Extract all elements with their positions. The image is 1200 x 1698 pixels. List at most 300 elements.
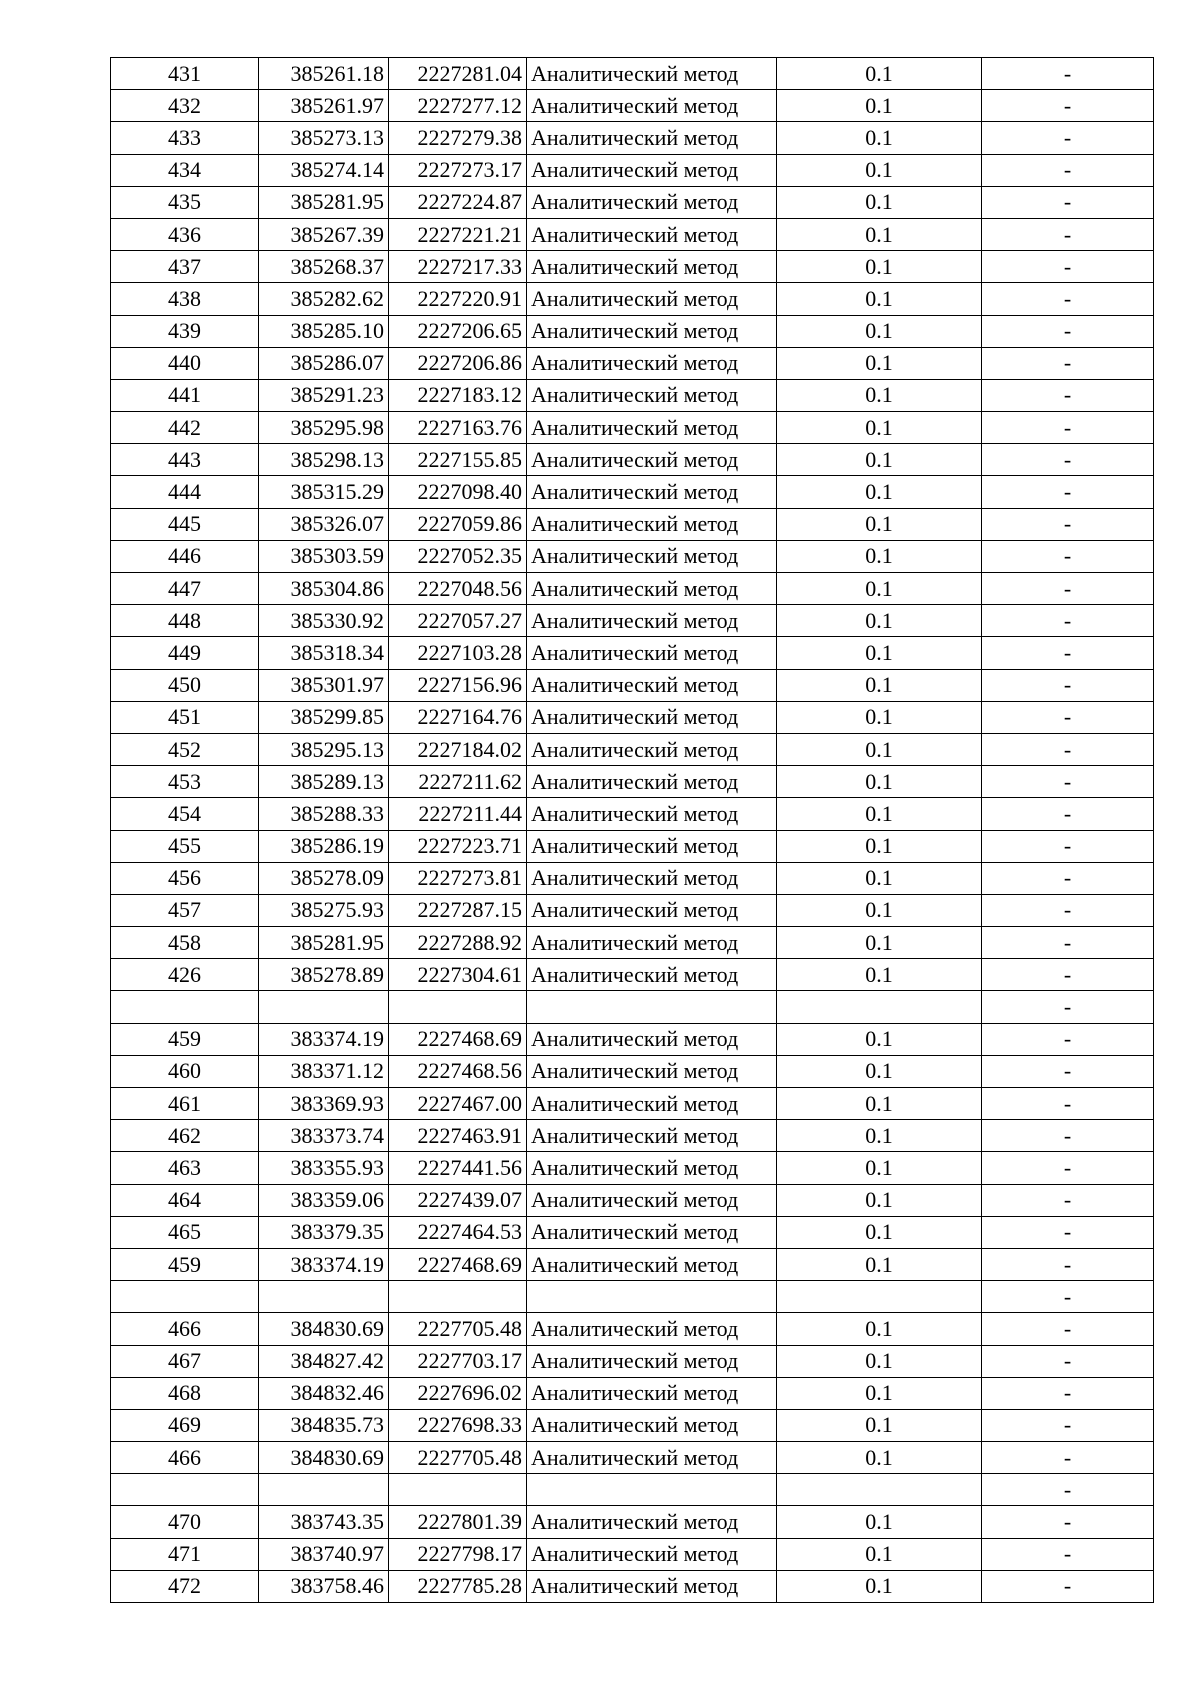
table-row (111, 379, 1154, 411)
point-number-cell: 437 (111, 251, 259, 283)
note-cell: - (982, 573, 1154, 605)
y-coordinate-cell: 2227224.87 (389, 186, 527, 218)
point-number-cell: 453 (111, 766, 259, 798)
method-cell: Аналитический метод (527, 1377, 777, 1409)
method-cell: Аналитический метод (527, 669, 777, 701)
table-row (111, 1055, 1154, 1087)
point-number-cell (111, 1474, 259, 1506)
note-cell: - (982, 58, 1154, 90)
note-cell: - (982, 379, 1154, 411)
point-number-cell: 451 (111, 701, 259, 733)
note-cell: - (982, 186, 1154, 218)
table-row (111, 1506, 1154, 1538)
note-cell: - (982, 251, 1154, 283)
table-row (111, 1474, 1154, 1506)
note-cell: - (982, 959, 1154, 991)
table-row (111, 186, 1154, 218)
method-cell: Аналитический метод (527, 58, 777, 90)
point-number-cell: 426 (111, 959, 259, 991)
x-coordinate-cell: 384830.69 (259, 1313, 389, 1345)
x-coordinate-cell: 385267.39 (259, 218, 389, 250)
accuracy-cell: 0.1 (777, 540, 982, 572)
method-cell: Аналитический метод (527, 733, 777, 765)
y-coordinate-cell: 2227798.17 (389, 1538, 527, 1570)
y-coordinate-cell: 2227059.86 (389, 508, 527, 540)
table-row (111, 444, 1154, 476)
note-cell: - (982, 90, 1154, 122)
y-coordinate-cell: 2227273.81 (389, 862, 527, 894)
accuracy-cell: 0.1 (777, 830, 982, 862)
y-coordinate-cell: 2227155.85 (389, 444, 527, 476)
point-number-cell: 441 (111, 379, 259, 411)
note-cell: - (982, 1184, 1154, 1216)
y-coordinate-cell: 2227441.56 (389, 1152, 527, 1184)
method-cell: Аналитический метод (527, 1055, 777, 1087)
note-cell: - (982, 122, 1154, 154)
method-cell: Аналитический метод (527, 605, 777, 637)
method-cell: Аналитический метод (527, 186, 777, 218)
method-cell: Аналитический метод (527, 251, 777, 283)
x-coordinate-cell: 385281.95 (259, 927, 389, 959)
x-coordinate-cell: 385285.10 (259, 315, 389, 347)
accuracy-cell: 0.1 (777, 1377, 982, 1409)
point-number-cell: 461 (111, 1088, 259, 1120)
point-number-cell: 449 (111, 637, 259, 669)
note-cell: - (982, 862, 1154, 894)
note-cell: - (982, 283, 1154, 315)
table-row (111, 1023, 1154, 1055)
method-cell: Аналитический метод (527, 283, 777, 315)
point-number-cell: 450 (111, 669, 259, 701)
table-row (111, 218, 1154, 250)
table-row (111, 1442, 1154, 1474)
note-cell: - (982, 1313, 1154, 1345)
method-cell: Аналитический метод (527, 1345, 777, 1377)
note-cell: - (982, 444, 1154, 476)
x-coordinate-cell: 383373.74 (259, 1120, 389, 1152)
x-coordinate-cell: 385286.07 (259, 347, 389, 379)
note-cell: - (982, 701, 1154, 733)
x-coordinate-cell: 385278.09 (259, 862, 389, 894)
method-cell: Аналитический метод (527, 218, 777, 250)
table-row (111, 669, 1154, 701)
table-row (111, 1152, 1154, 1184)
note-cell: - (982, 540, 1154, 572)
y-coordinate-cell: 2227052.35 (389, 540, 527, 572)
table-row (111, 1345, 1154, 1377)
x-coordinate-cell: 383355.93 (259, 1152, 389, 1184)
method-cell: Аналитический метод (527, 1409, 777, 1441)
point-number-cell: 433 (111, 122, 259, 154)
table-row (111, 58, 1154, 90)
table-row (111, 476, 1154, 508)
note-cell: - (982, 766, 1154, 798)
note-cell: - (982, 1570, 1154, 1602)
note-cell: - (982, 1345, 1154, 1377)
table-row (111, 1570, 1154, 1602)
method-cell: Аналитический метод (527, 1506, 777, 1538)
y-coordinate-cell: 2227801.39 (389, 1506, 527, 1538)
x-coordinate-cell: 385315.29 (259, 476, 389, 508)
x-coordinate-cell (259, 1474, 389, 1506)
y-coordinate-cell: 2227785.28 (389, 1570, 527, 1602)
y-coordinate-cell: 2227439.07 (389, 1184, 527, 1216)
y-coordinate-cell (389, 1474, 527, 1506)
point-number-cell: 458 (111, 927, 259, 959)
point-number-cell: 434 (111, 154, 259, 186)
point-number-cell: 459 (111, 1248, 259, 1280)
coordinates-table-body (111, 58, 1154, 1603)
method-cell: Аналитический метод (527, 122, 777, 154)
point-number-cell: 457 (111, 894, 259, 926)
accuracy-cell: 0.1 (777, 1248, 982, 1280)
accuracy-cell: 0.1 (777, 766, 982, 798)
x-coordinate-cell: 385299.85 (259, 701, 389, 733)
table-row (111, 1248, 1154, 1280)
y-coordinate-cell (389, 991, 527, 1023)
y-coordinate-cell: 2227183.12 (389, 379, 527, 411)
point-number-cell (111, 1281, 259, 1313)
accuracy-cell: 0.1 (777, 1088, 982, 1120)
table-row (111, 154, 1154, 186)
y-coordinate-cell: 2227184.02 (389, 733, 527, 765)
note-cell: - (982, 1088, 1154, 1120)
point-number-cell: 446 (111, 540, 259, 572)
y-coordinate-cell: 2227698.33 (389, 1409, 527, 1441)
y-coordinate-cell: 2227217.33 (389, 251, 527, 283)
note-cell: - (982, 508, 1154, 540)
accuracy-cell: 0.1 (777, 1409, 982, 1441)
y-coordinate-cell: 2227163.76 (389, 412, 527, 444)
point-number-cell: 448 (111, 605, 259, 637)
accuracy-cell: 0.1 (777, 412, 982, 444)
method-cell (527, 1281, 777, 1313)
accuracy-cell: 0.1 (777, 1184, 982, 1216)
y-coordinate-cell: 2227273.17 (389, 154, 527, 186)
table-row (111, 830, 1154, 862)
y-coordinate-cell: 2227468.56 (389, 1055, 527, 1087)
accuracy-cell: 0.1 (777, 58, 982, 90)
y-coordinate-cell: 2227705.48 (389, 1442, 527, 1474)
x-coordinate-cell: 385261.18 (259, 58, 389, 90)
y-coordinate-cell: 2227705.48 (389, 1313, 527, 1345)
accuracy-cell: 0.1 (777, 669, 982, 701)
accuracy-cell: 0.1 (777, 1216, 982, 1248)
accuracy-cell: 0.1 (777, 1345, 982, 1377)
point-number-cell: 472 (111, 1570, 259, 1602)
note-cell: - (982, 1538, 1154, 1570)
accuracy-cell: 0.1 (777, 218, 982, 250)
table-row (111, 573, 1154, 605)
x-coordinate-cell: 383379.35 (259, 1216, 389, 1248)
x-coordinate-cell: 385281.95 (259, 186, 389, 218)
y-coordinate-cell: 2227468.69 (389, 1023, 527, 1055)
method-cell: Аналитический метод (527, 1184, 777, 1216)
point-number-cell: 436 (111, 218, 259, 250)
accuracy-cell: 0.1 (777, 637, 982, 669)
x-coordinate-cell: 385288.33 (259, 798, 389, 830)
note-cell: - (982, 154, 1154, 186)
point-number-cell (111, 991, 259, 1023)
table-row (111, 637, 1154, 669)
y-coordinate-cell: 2227304.61 (389, 959, 527, 991)
note-cell: - (982, 927, 1154, 959)
point-number-cell: 467 (111, 1345, 259, 1377)
y-coordinate-cell: 2227279.38 (389, 122, 527, 154)
accuracy-cell: 0.1 (777, 122, 982, 154)
note-cell: - (982, 315, 1154, 347)
x-coordinate-cell (259, 991, 389, 1023)
y-coordinate-cell: 2227468.69 (389, 1248, 527, 1280)
x-coordinate-cell: 383758.46 (259, 1570, 389, 1602)
method-cell: Аналитический метод (527, 1442, 777, 1474)
y-coordinate-cell: 2227467.00 (389, 1088, 527, 1120)
method-cell (527, 1474, 777, 1506)
table-row (111, 959, 1154, 991)
x-coordinate-cell: 385268.37 (259, 251, 389, 283)
accuracy-cell (777, 1281, 982, 1313)
table-row (111, 733, 1154, 765)
point-number-cell: 470 (111, 1506, 259, 1538)
x-coordinate-cell (259, 1281, 389, 1313)
y-coordinate-cell: 2227156.96 (389, 669, 527, 701)
y-coordinate-cell: 2227220.91 (389, 283, 527, 315)
coordinates-table (110, 57, 1154, 1603)
note-cell: - (982, 1248, 1154, 1280)
accuracy-cell: 0.1 (777, 283, 982, 315)
table-row (111, 1120, 1154, 1152)
table-row (111, 798, 1154, 830)
method-cell: Аналитический метод (527, 894, 777, 926)
method-cell: Аналитический метод (527, 862, 777, 894)
accuracy-cell: 0.1 (777, 1120, 982, 1152)
table-row (111, 1281, 1154, 1313)
method-cell: Аналитический метод (527, 701, 777, 733)
accuracy-cell: 0.1 (777, 1023, 982, 1055)
point-number-cell: 466 (111, 1442, 259, 1474)
point-number-cell: 432 (111, 90, 259, 122)
x-coordinate-cell: 385301.97 (259, 669, 389, 701)
note-cell: - (982, 637, 1154, 669)
point-number-cell: 443 (111, 444, 259, 476)
table-row (111, 862, 1154, 894)
table-row (111, 251, 1154, 283)
method-cell: Аналитический метод (527, 1088, 777, 1120)
x-coordinate-cell: 385286.19 (259, 830, 389, 862)
table-row (111, 1538, 1154, 1570)
accuracy-cell: 0.1 (777, 1570, 982, 1602)
note-cell: - (982, 1023, 1154, 1055)
note-cell: - (982, 605, 1154, 637)
method-cell: Аналитический метод (527, 1570, 777, 1602)
table-row (111, 122, 1154, 154)
point-number-cell: 431 (111, 58, 259, 90)
x-coordinate-cell: 384827.42 (259, 1345, 389, 1377)
method-cell: Аналитический метод (527, 315, 777, 347)
note-cell: - (982, 991, 1154, 1023)
accuracy-cell: 0.1 (777, 733, 982, 765)
table-row (111, 605, 1154, 637)
table-row (111, 1313, 1154, 1345)
y-coordinate-cell: 2227211.62 (389, 766, 527, 798)
point-number-cell: 445 (111, 508, 259, 540)
method-cell: Аналитический метод (527, 1313, 777, 1345)
point-number-cell: 456 (111, 862, 259, 894)
method-cell: Аналитический метод (527, 959, 777, 991)
point-number-cell: 454 (111, 798, 259, 830)
y-coordinate-cell: 2227223.71 (389, 830, 527, 862)
note-cell: - (982, 733, 1154, 765)
table-row (111, 315, 1154, 347)
x-coordinate-cell: 384830.69 (259, 1442, 389, 1474)
y-coordinate-cell: 2227696.02 (389, 1377, 527, 1409)
point-number-cell: 465 (111, 1216, 259, 1248)
x-coordinate-cell: 385304.86 (259, 573, 389, 605)
method-cell: Аналитический метод (527, 379, 777, 411)
table-row (111, 412, 1154, 444)
x-coordinate-cell: 383369.93 (259, 1088, 389, 1120)
y-coordinate-cell: 2227206.86 (389, 347, 527, 379)
x-coordinate-cell: 385295.98 (259, 412, 389, 444)
table-row (111, 1377, 1154, 1409)
x-coordinate-cell: 385261.97 (259, 90, 389, 122)
accuracy-cell: 0.1 (777, 927, 982, 959)
table-row (111, 1088, 1154, 1120)
accuracy-cell (777, 991, 982, 1023)
accuracy-cell: 0.1 (777, 798, 982, 830)
point-number-cell: 435 (111, 186, 259, 218)
method-cell: Аналитический метод (527, 766, 777, 798)
note-cell: - (982, 1055, 1154, 1087)
accuracy-cell: 0.1 (777, 862, 982, 894)
accuracy-cell: 0.1 (777, 508, 982, 540)
table-row (111, 991, 1154, 1023)
note-cell: - (982, 830, 1154, 862)
method-cell: Аналитический метод (527, 444, 777, 476)
table-row (111, 540, 1154, 572)
x-coordinate-cell: 385330.92 (259, 605, 389, 637)
table-row (111, 1184, 1154, 1216)
method-cell: Аналитический метод (527, 1152, 777, 1184)
y-coordinate-cell: 2227464.53 (389, 1216, 527, 1248)
accuracy-cell: 0.1 (777, 701, 982, 733)
note-cell: - (982, 1377, 1154, 1409)
x-coordinate-cell: 384832.46 (259, 1377, 389, 1409)
note-cell: - (982, 894, 1154, 926)
method-cell: Аналитический метод (527, 154, 777, 186)
accuracy-cell: 0.1 (777, 476, 982, 508)
y-coordinate-cell: 2227288.92 (389, 927, 527, 959)
accuracy-cell: 0.1 (777, 251, 982, 283)
note-cell: - (982, 1506, 1154, 1538)
method-cell: Аналитический метод (527, 1216, 777, 1248)
x-coordinate-cell: 385278.89 (259, 959, 389, 991)
point-number-cell: 452 (111, 733, 259, 765)
y-coordinate-cell: 2227221.21 (389, 218, 527, 250)
method-cell: Аналитический метод (527, 1248, 777, 1280)
accuracy-cell: 0.1 (777, 1152, 982, 1184)
method-cell: Аналитический метод (527, 347, 777, 379)
point-number-cell: 455 (111, 830, 259, 862)
y-coordinate-cell: 2227206.65 (389, 315, 527, 347)
table-row (111, 347, 1154, 379)
point-number-cell: 466 (111, 1313, 259, 1345)
y-coordinate-cell: 2227281.04 (389, 58, 527, 90)
x-coordinate-cell: 385303.59 (259, 540, 389, 572)
table-row (111, 701, 1154, 733)
note-cell: - (982, 1442, 1154, 1474)
x-coordinate-cell: 385275.93 (259, 894, 389, 926)
y-coordinate-cell: 2227164.76 (389, 701, 527, 733)
y-coordinate-cell: 2227211.44 (389, 798, 527, 830)
note-cell: - (982, 1120, 1154, 1152)
point-number-cell: 438 (111, 283, 259, 315)
y-coordinate-cell: 2227463.91 (389, 1120, 527, 1152)
point-number-cell: 444 (111, 476, 259, 508)
note-cell: - (982, 347, 1154, 379)
table-row (111, 927, 1154, 959)
y-coordinate-cell: 2227277.12 (389, 90, 527, 122)
x-coordinate-cell: 385282.62 (259, 283, 389, 315)
y-coordinate-cell: 2227048.56 (389, 573, 527, 605)
y-coordinate-cell: 2227098.40 (389, 476, 527, 508)
method-cell: Аналитический метод (527, 573, 777, 605)
method-cell (527, 991, 777, 1023)
note-cell: - (982, 218, 1154, 250)
point-number-cell: 440 (111, 347, 259, 379)
note-cell: - (982, 1152, 1154, 1184)
accuracy-cell: 0.1 (777, 154, 982, 186)
accuracy-cell: 0.1 (777, 90, 982, 122)
y-coordinate-cell: 2227703.17 (389, 1345, 527, 1377)
note-cell: - (982, 1216, 1154, 1248)
method-cell: Аналитический метод (527, 508, 777, 540)
point-number-cell: 442 (111, 412, 259, 444)
x-coordinate-cell: 383374.19 (259, 1023, 389, 1055)
table-row (111, 766, 1154, 798)
point-number-cell: 439 (111, 315, 259, 347)
x-coordinate-cell: 385326.07 (259, 508, 389, 540)
table-row (111, 894, 1154, 926)
x-coordinate-cell: 385318.34 (259, 637, 389, 669)
x-coordinate-cell: 384835.73 (259, 1409, 389, 1441)
point-number-cell: 471 (111, 1538, 259, 1570)
accuracy-cell: 0.1 (777, 1055, 982, 1087)
accuracy-cell: 0.1 (777, 315, 982, 347)
accuracy-cell (777, 1474, 982, 1506)
table-row (111, 90, 1154, 122)
x-coordinate-cell: 385291.23 (259, 379, 389, 411)
y-coordinate-cell: 2227057.27 (389, 605, 527, 637)
x-coordinate-cell: 383371.12 (259, 1055, 389, 1087)
note-cell: - (982, 1474, 1154, 1506)
point-number-cell: 459 (111, 1023, 259, 1055)
point-number-cell: 469 (111, 1409, 259, 1441)
point-number-cell: 460 (111, 1055, 259, 1087)
y-coordinate-cell: 2227287.15 (389, 894, 527, 926)
method-cell: Аналитический метод (527, 412, 777, 444)
accuracy-cell: 0.1 (777, 959, 982, 991)
accuracy-cell: 0.1 (777, 1313, 982, 1345)
accuracy-cell: 0.1 (777, 186, 982, 218)
x-coordinate-cell: 385289.13 (259, 766, 389, 798)
note-cell: - (982, 669, 1154, 701)
method-cell: Аналитический метод (527, 1538, 777, 1570)
method-cell: Аналитический метод (527, 637, 777, 669)
method-cell: Аналитический метод (527, 1023, 777, 1055)
method-cell: Аналитический метод (527, 90, 777, 122)
x-coordinate-cell: 383740.97 (259, 1538, 389, 1570)
